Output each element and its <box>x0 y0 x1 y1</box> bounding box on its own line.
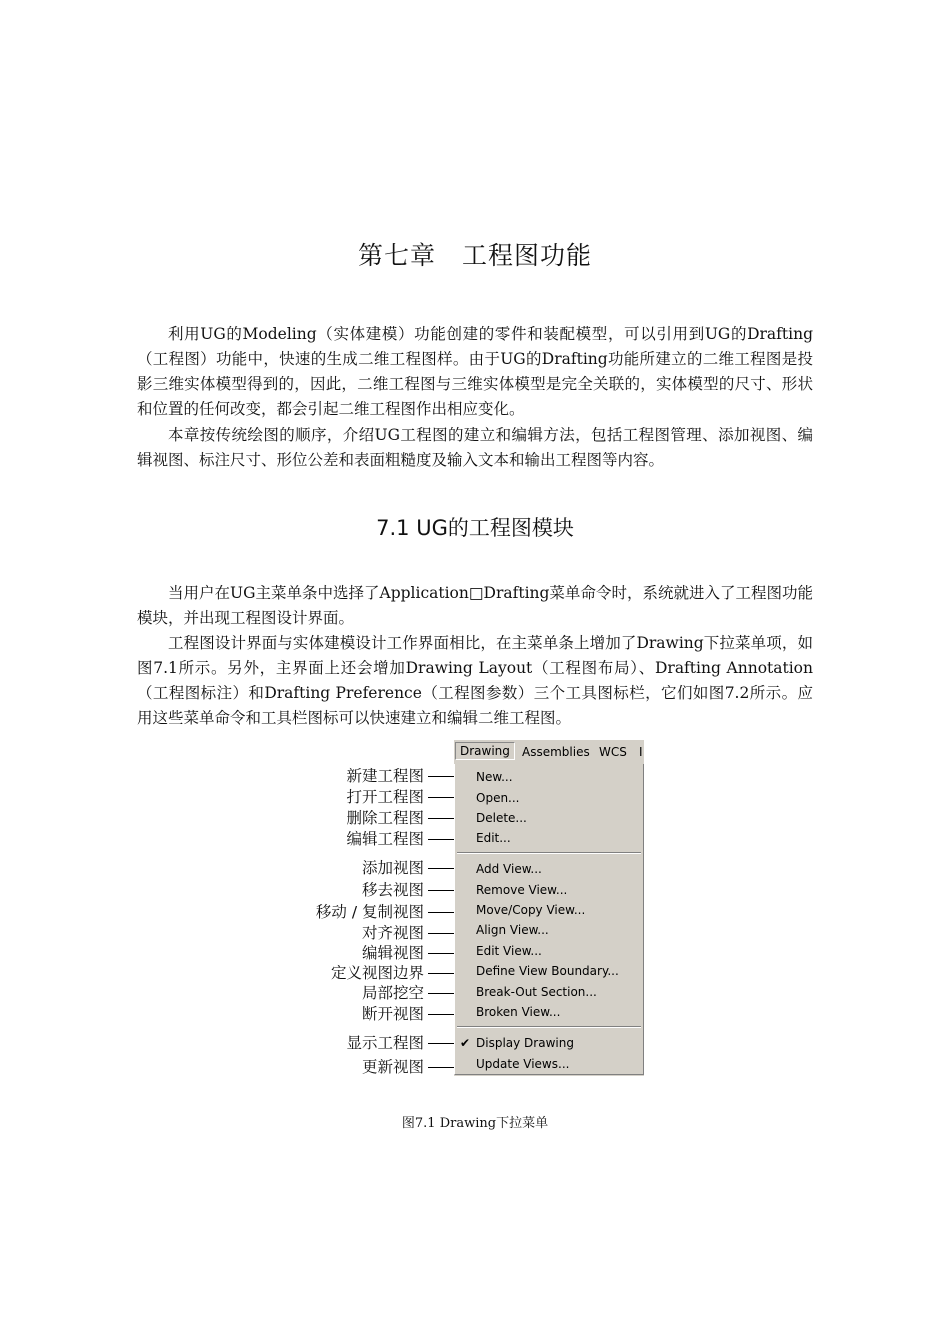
menu-item-remove-view[interactable]: Remove View... <box>476 883 568 897</box>
leader-line <box>428 1067 454 1068</box>
menu-item-edit-view[interactable]: Edit View... <box>476 944 542 958</box>
leader-line <box>428 973 454 974</box>
leader-line <box>428 868 454 869</box>
figure-label: 删除工程图 <box>346 809 424 827</box>
menu-item-edit[interactable]: Edit... <box>476 831 511 845</box>
figure-label: 对齐视图 <box>361 924 424 942</box>
figure-caption: 图7.1 Drawing下拉菜单 <box>401 1116 549 1131</box>
leader-line <box>428 839 454 840</box>
figure-label: 显示工程图 <box>346 1034 424 1052</box>
figure-labels <box>300 740 454 1080</box>
leader-line <box>428 993 454 994</box>
figure-label: 移去视图 <box>361 881 424 899</box>
menu-item-update-views[interactable]: Update Views... <box>476 1057 570 1071</box>
figure-label: 编辑视图 <box>361 944 424 962</box>
menu-item-break-out-section[interactable]: Break-Out Section... <box>476 985 597 999</box>
check-icon: ✔ <box>460 1036 471 1050</box>
menubar-next[interactable]: I <box>639 745 643 759</box>
leader-line <box>428 1043 454 1044</box>
leader-line <box>428 797 454 798</box>
section-title: 7.1 UG的工程图模块 <box>376 516 574 540</box>
figure-label: 添加视图 <box>361 859 424 877</box>
menu-bar <box>454 740 644 764</box>
menu-item-display-drawing[interactable]: Display Drawing <box>476 1036 574 1050</box>
figure-label: 局部挖空 <box>361 984 424 1002</box>
menu-separator <box>457 852 641 854</box>
menu-item-open[interactable]: Open... <box>476 791 520 805</box>
menu-item-add-view[interactable]: Add View... <box>476 862 542 876</box>
figure-drawing-menu <box>300 740 650 1080</box>
menu-item-align-view[interactable]: Align View... <box>476 923 549 937</box>
intro-paragraph-2: 本章按传统绘图的顺序，介绍UG工程图的建立和编辑方法，包括工程图管理、添加视图、编辑视图、标注尺寸、形位公差和表面粗糙度及输入文本和输出工程图等内容。 <box>137 426 813 469</box>
menu-item-broken-view[interactable]: Broken View... <box>476 1005 561 1019</box>
leader-line <box>428 890 454 891</box>
section-paragraph-1: 当用户在UG主菜单条中选择了Application□Drafting菜单命令时，系统就进入了工程图功能模块，并出现工程图设计界面。 <box>137 584 813 627</box>
leader-line <box>428 912 454 913</box>
menubar-wcs[interactable]: WCS <box>599 745 627 759</box>
figure-label: 断开视图 <box>361 1005 424 1023</box>
menu-item-new[interactable]: New... <box>476 770 513 784</box>
menubar-assemblies[interactable]: Assemblies <box>522 745 590 759</box>
menu-item-define-view-boundary[interactable]: Define View Boundary... <box>476 964 619 978</box>
menu-item-move-copy-view[interactable]: Move/Copy View... <box>476 903 586 917</box>
figure-label: 打开工程图 <box>346 788 424 806</box>
figure-label: 定义视图边界 <box>330 964 424 982</box>
figure-label: 编辑工程图 <box>346 830 424 848</box>
leader-line <box>428 818 454 819</box>
figure-label: 新建工程图 <box>346 767 424 785</box>
leader-line <box>428 953 454 954</box>
figure-label: 更新视图 <box>361 1058 424 1076</box>
menu-separator <box>457 1026 641 1028</box>
intro-paragraph-1: 利用UG的Modeling（实体建模）功能创建的零件和装配模型，可以引用到UG的Drafting（工程图）功能中，快速的生成二维工程图样。由于UG的Drafting功能所建立的二维工程图是投影三维实体模型得到的，因此，二维工程图与三维实体模型是完全关联的，实体模型的尺寸、形状和位置的任何改变，都会引起二维工程图作出相应变化。 <box>137 325 813 418</box>
leader-line <box>428 776 454 777</box>
drawing-dropdown <box>454 764 644 1075</box>
drawing-menu-screenshot <box>454 740 644 1076</box>
figure-label: 移动 / 复制视图 <box>315 903 424 921</box>
chapter-title: 第七章 工程图功能 <box>357 241 592 270</box>
leader-line <box>428 933 454 934</box>
menu-item-delete[interactable]: Delete... <box>476 811 527 825</box>
leader-line <box>428 1014 454 1015</box>
section-paragraph-2: 工程图设计界面与实体建模设计工作界面相比，在主菜单条上增加了Drawing下拉菜单项，如图7.1所示。另外，主界面上还会增加Drawing Layout（工程图布局）、Drafting Annotation（工程图标注）和Drafting Preference（工程图参数）三个工具图标栏，它们如图7.2所示。应用这些菜单命令和工具栏图标可以快速建立和编辑二维工程图。 <box>137 634 813 727</box>
menubar-drawing[interactable]: Drawing <box>455 742 515 760</box>
